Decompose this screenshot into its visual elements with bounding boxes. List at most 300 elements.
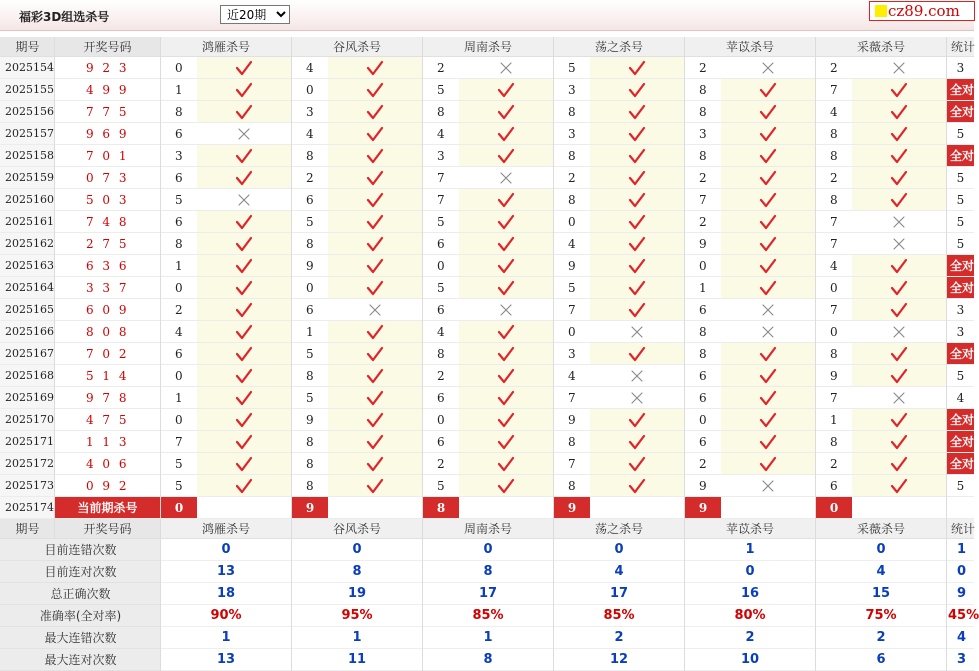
kill-number-cell: 8 [554,145,590,167]
period-cell: 2025173 [0,475,55,497]
hit-check-icon [328,453,422,475]
summary-method-header: 谷风杀号 [292,519,422,539]
summary-value: 10 [685,649,815,671]
kill-number-cell: 2 [423,453,459,475]
period-cell: 2025165 [0,299,55,321]
kill-number-cell: 2 [292,167,328,189]
kill-number-cell: 5 [292,387,328,409]
hit-check-icon [197,255,291,277]
miss-cross-icon [852,233,946,255]
kill-number-cell: 6 [685,431,721,453]
summary-value: 85% [423,605,553,627]
hit-check-icon [852,189,946,211]
period-cell: 2025163 [0,255,55,277]
hit-check-icon [328,101,422,123]
kill-number-cell: 9 [685,233,721,255]
kill-number-cell: 4 [292,57,328,79]
kill-number-cell: 8 [423,101,459,123]
kill-number-cell: 3 [292,101,328,123]
table-method-header: 采薇杀号 [816,37,946,57]
kill-number-cell: 4 [423,321,459,343]
period-cell: 2025155 [0,79,55,101]
kill-number-cell: 7 [816,211,852,233]
stat-count-cell: 5 [947,475,974,497]
kill-number-cell: 0 [161,57,197,79]
kill-number-cell: 8 [685,101,721,123]
draw-number-cell: 7 0 2 [55,343,160,365]
kill-number-cell: 8 [292,145,328,167]
kill-number-cell: 0 [161,365,197,387]
hit-check-icon [852,145,946,167]
hit-check-icon [590,475,684,497]
hit-check-icon [197,431,291,453]
all-correct-badge: 全对 [947,79,974,101]
hit-check-icon [459,79,553,101]
summary-value: 4 [816,561,946,583]
period-cell: 2025170 [0,409,55,431]
summary-label: 目前连错次数 [0,539,161,561]
kill-number-cell: 9 [554,409,590,431]
hit-check-icon [721,145,815,167]
summary-method-header: 周南杀号 [423,519,553,539]
period-cell: 2025162 [0,233,55,255]
summary-value: 13 [161,649,291,671]
hit-check-icon [197,167,291,189]
miss-cross-icon [721,299,815,321]
page-title: 福彩3D组选杀号 [19,10,110,24]
miss-cross-icon [721,57,815,79]
kill-number-cell: 7 [816,233,852,255]
summary-value: 2 [816,627,946,649]
hit-check-icon [328,145,422,167]
hit-check-icon [459,123,553,145]
kill-number-cell: 3 [161,145,197,167]
summary-label: 目前连对次数 [0,561,161,583]
miss-cross-icon [721,475,815,497]
kill-number-cell: 2 [161,299,197,321]
kill-number-cell: 8 [685,145,721,167]
summary-value: 80% [685,605,815,627]
kill-number-cell: 7 [554,453,590,475]
summary-stat-value: 9 [947,583,974,605]
kill-number-cell: 9 [554,255,590,277]
kill-number-cell: 4 [554,365,590,387]
hit-check-icon [328,255,422,277]
hit-check-icon [590,409,684,431]
miss-cross-icon [852,211,946,233]
kill-number-cell: 7 [423,189,459,211]
hit-check-icon [328,57,422,79]
period-cell: 2025164 [0,277,55,299]
kill-number-cell: 2 [423,365,459,387]
hit-check-icon [590,123,684,145]
hit-check-icon [197,79,291,101]
all-correct-badge: 全对 [947,101,974,123]
kill-number-cell: 3 [554,123,590,145]
hit-check-icon [197,343,291,365]
table-method-header: 荡之杀号 [554,37,684,57]
hit-check-icon [721,431,815,453]
draw-number-cell: 0 9 2 [55,475,160,497]
summary-draw-header: 开奖号码 [55,519,160,539]
current-kill-number: 0 [161,497,197,519]
logo-text: cz89.com [888,2,960,20]
hit-check-icon [590,145,684,167]
hit-check-icon [852,255,946,277]
period-cell: 2025167 [0,343,55,365]
hit-check-icon [459,189,553,211]
period-range-select[interactable] [220,5,290,24]
miss-cross-icon [459,299,553,321]
hit-check-icon [590,79,684,101]
hit-check-icon [197,387,291,409]
column-divider [54,37,55,539]
current-period-cell: 2025174 [0,497,55,519]
summary-value: 18 [161,583,291,605]
summary-value: 95% [292,605,422,627]
summary-label: 总正确次数 [0,583,161,605]
kill-number-cell: 1 [161,387,197,409]
summary-value: 0 [816,539,946,561]
stat-count-cell: 5 [947,189,974,211]
summary-method-header: 荡之杀号 [554,519,684,539]
hit-check-icon [459,387,553,409]
hit-check-icon [721,255,815,277]
table-method-header: 苹苡杀号 [685,37,815,57]
kill-number-cell: 8 [161,101,197,123]
kill-number-cell: 6 [423,299,459,321]
draw-number-cell: 7 4 8 [55,211,160,233]
hit-check-icon [590,453,684,475]
hit-check-icon [852,343,946,365]
miss-cross-icon [459,167,553,189]
miss-cross-icon [197,189,291,211]
summary-value: 6 [816,649,946,671]
hit-check-icon [590,431,684,453]
current-kill-label: 当前期杀号 [55,497,160,519]
current-result-blank [590,497,684,519]
summary-value: 12 [554,649,684,671]
hit-check-icon [459,475,553,497]
draw-number-cell: 5 1 4 [55,365,160,387]
summary-value: 2 [685,627,815,649]
kill-number-cell: 5 [161,189,197,211]
kill-number-cell: 4 [161,321,197,343]
summary-stat-value: 1 [947,539,974,561]
hit-check-icon [852,123,946,145]
kill-number-cell: 5 [423,211,459,233]
hit-check-icon [328,431,422,453]
draw-number-cell: 9 6 9 [55,123,160,145]
kill-number-cell: 8 [554,189,590,211]
kill-number-cell: 2 [685,211,721,233]
kill-number-cell: 1 [816,409,852,431]
hit-check-icon [721,343,815,365]
kill-number-cell: 0 [292,277,328,299]
kill-number-cell: 0 [816,277,852,299]
stat-count-cell: 3 [947,299,974,321]
hit-check-icon [197,299,291,321]
kill-number-cell: 4 [423,123,459,145]
summary-value: 75% [816,605,946,627]
kill-number-cell: 0 [161,277,197,299]
column-divider [422,37,423,671]
draw-number-cell: 4 9 9 [55,79,160,101]
hit-check-icon [328,233,422,255]
kill-number-cell: 0 [423,409,459,431]
miss-cross-icon [852,57,946,79]
stat-count-cell: 5 [947,167,974,189]
kill-number-cell: 2 [816,167,852,189]
summary-stats-header: 统计 [947,519,974,539]
summary-value: 0 [423,539,553,561]
summary-method-header: 鸿雁杀号 [161,519,291,539]
column-divider [553,37,554,671]
summary-value: 16 [685,583,815,605]
stat-count-cell: 5 [947,365,974,387]
kill-number-cell: 5 [161,453,197,475]
kill-number-cell: 5 [292,343,328,365]
hit-check-icon [721,79,815,101]
kill-number-cell: 6 [423,233,459,255]
kill-number-cell: 6 [292,299,328,321]
draw-number-cell: 6 3 6 [55,255,160,277]
miss-cross-icon [197,123,291,145]
hit-check-icon [852,365,946,387]
summary-value: 0 [161,539,291,561]
summary-stat-value: 3 [947,649,974,671]
period-cell: 2025157 [0,123,55,145]
summary-value: 90% [161,605,291,627]
hit-check-icon [459,233,553,255]
hit-check-icon [197,277,291,299]
kill-number-cell: 6 [685,299,721,321]
hit-check-icon [197,211,291,233]
hit-check-icon [590,211,684,233]
column-divider [291,37,292,671]
kill-number-cell: 8 [816,145,852,167]
hit-check-icon [590,57,684,79]
column-divider [684,37,685,671]
kill-number-cell: 6 [816,475,852,497]
period-cell: 2025154 [0,57,55,79]
kill-number-cell: 7 [816,299,852,321]
hit-check-icon [328,365,422,387]
top-bar [0,0,974,31]
hit-check-icon [328,475,422,497]
draw-number-cell: 9 7 8 [55,387,160,409]
kill-number-cell: 9 [685,475,721,497]
kill-number-cell: 3 [554,79,590,101]
hit-check-icon [459,365,553,387]
hit-check-icon [590,255,684,277]
miss-cross-icon [852,321,946,343]
summary-value: 4 [554,561,684,583]
current-result-blank [459,497,553,519]
period-cell: 2025171 [0,431,55,453]
hit-check-icon [852,167,946,189]
kill-number-cell: 1 [292,321,328,343]
draw-number-cell: 0 7 3 [55,167,160,189]
hit-check-icon [852,101,946,123]
summary-stat-value: 45% [947,605,974,627]
kill-number-cell: 6 [423,387,459,409]
hit-check-icon [197,233,291,255]
hit-check-icon [721,233,815,255]
period-cell: 2025169 [0,387,55,409]
draw-number-cell: 4 0 6 [55,453,160,475]
kill-number-cell: 2 [685,167,721,189]
summary-value: 1 [423,627,553,649]
kill-number-cell: 8 [554,431,590,453]
hit-check-icon [197,57,291,79]
miss-cross-icon [590,365,684,387]
hit-check-icon [459,343,553,365]
kill-number-cell: 0 [816,321,852,343]
kill-number-cell: 8 [292,453,328,475]
summary-method-header: 采薇杀号 [816,519,946,539]
kill-number-cell: 5 [554,277,590,299]
kill-number-cell: 1 [685,277,721,299]
summary-value: 17 [423,583,553,605]
kill-number-cell: 2 [816,57,852,79]
kill-number-cell: 0 [161,409,197,431]
kill-number-cell: 0 [423,255,459,277]
hit-check-icon [852,453,946,475]
summary-value: 85% [554,605,684,627]
hit-check-icon [197,321,291,343]
miss-cross-icon [590,321,684,343]
hit-check-icon [328,387,422,409]
kill-number-cell: 7 [423,167,459,189]
kill-number-cell: 8 [292,431,328,453]
summary-label: 最大连错次数 [0,627,161,649]
period-cell: 2025172 [0,453,55,475]
draw-number-cell: 3 3 7 [55,277,160,299]
kill-number-cell: 5 [423,277,459,299]
kill-number-cell: 0 [685,255,721,277]
kill-number-cell: 6 [292,189,328,211]
hit-check-icon [590,277,684,299]
current-result-blank [721,497,815,519]
hit-check-icon [197,365,291,387]
summary-label: 最大连对次数 [0,649,161,671]
kill-number-cell: 3 [423,145,459,167]
period-cell: 2025161 [0,211,55,233]
summary-label: 准确率(全对率) [0,605,161,627]
stat-count-cell: 4 [947,387,974,409]
all-correct-badge: 全对 [947,409,974,431]
all-correct-badge: 全对 [947,431,974,453]
period-cell: 2025166 [0,321,55,343]
kill-number-cell: 8 [292,233,328,255]
hit-check-icon [590,101,684,123]
site-logo[interactable] [869,1,975,21]
all-correct-badge: 全对 [947,145,974,167]
miss-cross-icon [459,57,553,79]
summary-value: 13 [161,561,291,583]
kill-number-cell: 5 [423,475,459,497]
kill-number-cell: 1 [161,79,197,101]
hit-check-icon [197,453,291,475]
current-kill-number: 9 [685,497,721,519]
kill-number-cell: 3 [554,343,590,365]
hit-check-icon [328,167,422,189]
kill-number-cell: 0 [292,79,328,101]
kill-number-cell: 2 [423,57,459,79]
all-correct-badge: 全对 [947,453,974,475]
current-kill-number: 9 [554,497,590,519]
current-kill-number: 9 [292,497,328,519]
hit-check-icon [852,431,946,453]
kill-number-cell: 8 [161,233,197,255]
all-correct-badge: 全对 [947,277,974,299]
summary-value: 1 [292,627,422,649]
logo-square-icon [875,5,887,17]
draw-number-cell: 8 0 8 [55,321,160,343]
hit-check-icon [590,343,684,365]
column-divider [946,37,947,671]
hit-check-icon [197,101,291,123]
hit-check-icon [459,453,553,475]
kill-number-cell: 8 [292,475,328,497]
hit-check-icon [721,211,815,233]
hit-check-icon [590,233,684,255]
table-method-header: 鸿雁杀号 [161,37,291,57]
summary-value: 15 [816,583,946,605]
kill-number-cell: 6 [423,431,459,453]
kill-number-table [0,37,979,671]
kill-number-cell: 8 [685,321,721,343]
hit-check-icon [459,211,553,233]
summary-value: 8 [423,649,553,671]
hit-check-icon [721,387,815,409]
kill-number-cell: 4 [554,233,590,255]
summary-value: 11 [292,649,422,671]
hit-check-icon [459,145,553,167]
kill-number-cell: 6 [161,167,197,189]
summary-value: 2 [554,627,684,649]
hit-check-icon [590,167,684,189]
draw-number-cell: 7 0 1 [55,145,160,167]
draw-number-cell: 2 7 5 [55,233,160,255]
summary-value: 19 [292,583,422,605]
hit-check-icon [328,321,422,343]
summary-value: 17 [554,583,684,605]
kill-number-cell: 6 [685,387,721,409]
hit-check-icon [852,299,946,321]
kill-number-cell: 0 [685,409,721,431]
current-stat-blank [947,497,974,519]
hit-check-icon [459,277,553,299]
kill-number-cell: 0 [554,211,590,233]
miss-cross-icon [328,299,422,321]
kill-number-cell: 1 [161,255,197,277]
period-cell: 2025168 [0,365,55,387]
kill-number-cell: 7 [816,387,852,409]
hit-check-icon [852,409,946,431]
kill-number-cell: 8 [554,101,590,123]
current-result-blank [852,497,946,519]
hit-check-icon [721,101,815,123]
current-kill-number: 0 [816,497,852,519]
kill-number-cell: 8 [685,343,721,365]
kill-number-cell: 2 [685,57,721,79]
kill-number-cell: 8 [292,365,328,387]
hit-check-icon [328,277,422,299]
summary-value: 0 [292,539,422,561]
summary-stat-value: 0 [947,561,974,583]
